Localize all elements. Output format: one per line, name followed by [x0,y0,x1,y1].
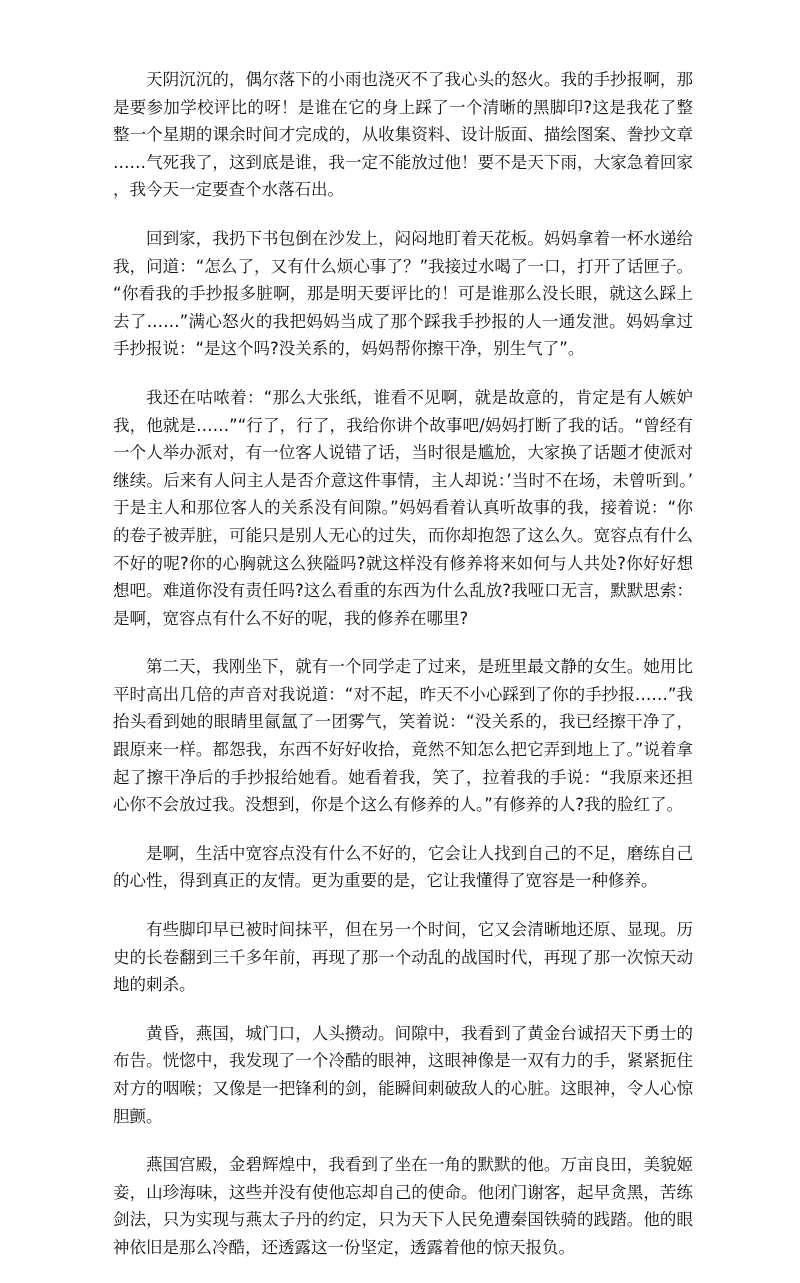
article-body [113,66,693,1283]
paragraph-1: 天阴沉沉的，偶尔落下的小雨也浇灭不了我心头的怒火。我的手抄报啊，那是要参加学校评比的呀！是谁在它的身上踩了一个清晰的黑脚印?这是我花了整整一个星期的课余时间才完成的，从收集资料、设计版面、描绘图案、誊抄文章……气死我了，这到底是谁，我一定不能放过他！要不是天下雨，大家急着回家，我今天一定要查个水落石出。 [113,70,693,200]
paragraph-8: 燕国宫殿，金碧辉煌中，我看到了坐在一角的默默的他。万亩良田，美貌姬妾，山珍海味，这些并没有使他忘却自己的使命。他闭门谢客，起早贪黑，苦练剑法，只为实现与燕太子丹的约定，只为天下人民免遭秦国铁骑的践踏。他的眼神依旧是那么冷酷，还透露这一份坚定，透露着他的惊天报负。 [113,1155,693,1257]
paragraph-6: 有些脚印早已被时间抹平，但在另一个时间，它又会清晰地还原、显现。历史的长卷翻到三千多年前，再现了那一个动乱的战国时代，再现了那一次惊天动地的刺杀。 [113,920,693,995]
paragraph-5: 是啊，生活中宽容点没有什么不好的，它会让人找到自己的不足，磨练自己的心性，得到真正的友情。更为重要的是，它让我懂得了宽容是一种修养。 [113,843,693,891]
paragraph-3: 我还在咕哝着：“那么大张纸，谁看不见啊，就是故意的，肯定是有人嫉妒我，他就是……”“行了，行了，我给你讲个故事吧/妈妈打断了我的话。“曾经有一个人举办派对，有一位客人说错了话，当时很是尴尬，大家换了话题才使派对继续。后来有人问主人是否介意这件事情，主人却说：’当时不在场，未曾听到。’于是主人和那位客人的关系没有间隙。”妈妈看着认真听故事的我，接着说：“你的卷子被弄脏，可能只是别人无心的过失，而你却抱怨了这么久。宽容点有什么不好的呢?你的心胸就这么狭隘吗?就这样没有修养将来如何与人共处?你好好想想吧。难道你没有责任吗?这么看重的东西为什么乱放?我哑口无言，默默思索：是啊，宽容点有什么不好的呢，我的修养在哪里? [113,387,693,628]
paragraph-2: 回到家，我扔下书包倒在沙发上，闷闷地盯着天花板。妈妈拿着一杯水递给我，问道：“怎么了，又有什么烦心事了？”我接过水喝了一口，打开了话匣子。“你看我的手抄报多脏啊，那是明天要评比的！可是谁那么没长眼，就这么踩上去了……”满心怒火的我把妈妈当成了那个踩我手抄报的人一通发泄。妈妈拿过手抄报说：“是这个吗?没关系的，妈妈帮你擦干净，别生气了”。 [113,228,693,359]
paragraph-4: 第二天，我刚坐下，就有一个同学走了过来，是班里最文静的女生。她用比平时高出几倍的声音对我说道：“对不起，昨天不小心踩到了你的手抄报……”我抬头看到她的眼睛里氤氲了一团雾气，笑着说：“没关系的，我已经擦干净了，跟原来一样。都怨我，东西不好好收拾，竟然不知怎么把它弄到地上了。”说着拿起了擦干净后的手抄报给她看。她看着我，笑了，拉着我的手说：“我原来还担心你不会放过我。没想到，你是个这么有修养的人。”有修养的人?我的脸红了。 [113,657,693,815]
paragraph-7: 黄昏，燕国，城门口，人头攒动。间隙中，我看到了黄金台诚招天下勇士的布告。恍惚中，我发现了一个冷酷的眼神，这眼神像是一双有力的手，紧紧扼住对方的咽喉；又像是一把锋利的剑，能瞬间刺破敌人的心脏。这眼神，令人心惊胆颤。 [113,1023,693,1126]
